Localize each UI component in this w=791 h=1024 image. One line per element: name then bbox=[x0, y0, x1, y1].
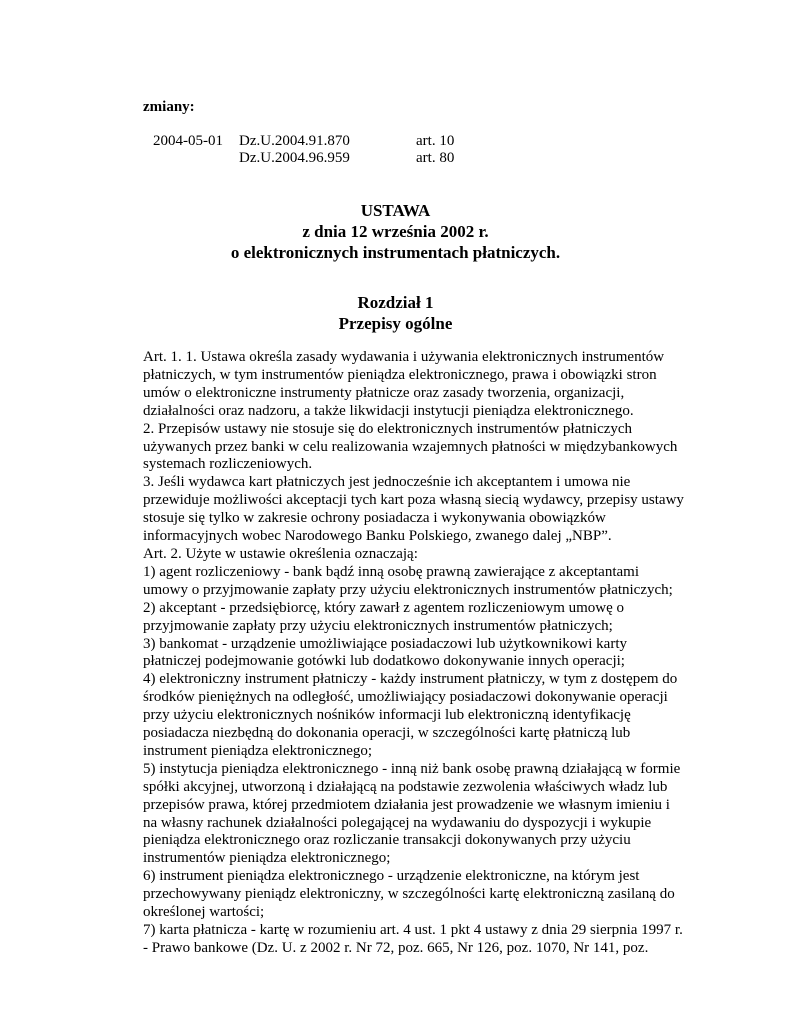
body-line: pieniądza elektronicznego oraz rozliczanie transakcji dokonywanych przy użyciu bbox=[143, 832, 631, 849]
body-line: umowy o przyjmowanie zapłaty przy użyciu elektronicznych instrumentów płatniczych; bbox=[143, 581, 673, 598]
body-line: 1) agent rozliczeniowy - bank bądź inną osobę prawną zawierające z akceptantami bbox=[143, 563, 640, 580]
body-line: spółki akcyjnej, utworzoną i działającą na podstawie zezwolenia właściwych władz lub bbox=[143, 778, 668, 795]
body-line: Art. 2. Użyte w ustawie określenia oznaczają: bbox=[143, 545, 418, 562]
body-line: 6) instrument pieniądza elektronicznego - urządzenie elektroniczne, na którym jest bbox=[143, 868, 640, 885]
chapter-title: Przepisy ogólne bbox=[338, 314, 453, 333]
body-line: używanych przez banki w celu realizowania wzajemnych płatności w międzybankowych bbox=[143, 438, 678, 455]
body-line: umów o elektroniczne instrumenty płatnicze oraz zasady tworzenia, organizacji, bbox=[143, 384, 625, 401]
body-line: 5) instytucja pieniądza elektronicznego - inną niż bank osobę prawną działającą w formie bbox=[143, 760, 681, 777]
body-line: przechowywany pieniądz elektroniczny, w szczególności kartę elektroniczną zasilaną do bbox=[143, 886, 675, 903]
body-line: środków pieniężnych na odległość, umożliwiający posiadaczowi dokonywanie operacji bbox=[143, 689, 668, 706]
body-line: 3) bankomat - urządzenie umożliwiające posiadaczowi lub użytkownikowi karty bbox=[143, 635, 627, 652]
chapter-number: Rozdział 1 bbox=[357, 293, 434, 312]
body-line: Art. 1. 1. Ustawa określa zasady wydawania i używania elektronicznych instrumentów bbox=[143, 349, 665, 365]
act-date: z dnia 12 września 2002 r. bbox=[302, 222, 489, 241]
body-line: posiadacza niezbędną do dokonania operacji, w szczególności kartę płatniczą lub bbox=[143, 725, 631, 742]
body-line: instrument pieniądza elektronicznego; bbox=[143, 742, 373, 759]
body-line: 3. Jeśli wydawca kart płatniczych jest jednocześnie ich akceptantem i umowa nie bbox=[143, 474, 631, 491]
body-line: stosuje się tylko w zakresie ochrony posiadacza i wykonywania obowiązków bbox=[143, 510, 606, 527]
amendment-ref: Dz.U.2004.91.870 bbox=[239, 133, 350, 149]
body-line: przewiduje możliwości akceptacji tych kart poza własną siecią wydawcy, przepisy ustawy bbox=[143, 492, 684, 509]
body-line: przepisów prawa, której przedmiotem działania jest prowadzenie we własnym imieniu i bbox=[143, 796, 670, 813]
body-line: instrumentów pieniądza elektronicznego; bbox=[143, 850, 391, 867]
amendment-art: art. 10 bbox=[416, 133, 455, 149]
body-line: informacyjnych wobec Narodowego Banku Polskiego, zwanego dalej „NBP”. bbox=[143, 528, 612, 545]
act-title: USTAWA bbox=[360, 201, 431, 220]
amendment-art: art. 80 bbox=[416, 150, 455, 166]
body-line: płatniczej podejmowanie gotówki lub dodatkowo dokonywanie innych operacji; bbox=[143, 653, 625, 670]
body-line: systemach rozliczeniowych. bbox=[143, 456, 313, 473]
body-line: określonej wartości; bbox=[143, 904, 265, 921]
body-line: - Prawo bankowe (Dz. U. z 2002 r. Nr 72, poz. 665, Nr 126, poz. 1070, Nr 141, poz. bbox=[143, 939, 649, 956]
act-subject: o elektronicznych instrumentach płatniczych. bbox=[230, 243, 561, 262]
amendment-date: 2004-05-01 bbox=[153, 133, 223, 149]
body-line: na własny rachunek działalności polegającej na wydawaniu do dyspozycji i wykupie bbox=[143, 814, 652, 831]
body-line: działalności oraz nadzoru, a także likwidacji instytucji pieniądza elektronicznego. bbox=[143, 402, 634, 419]
body-line: 2) akceptant - przedsiębiorcę, który zawarł z agentem rozliczeniowym umowę o bbox=[143, 599, 625, 616]
act-body bbox=[143, 349, 683, 958]
body-line: 2. Przepisów ustawy nie stosuje się do elektronicznych instrumentów płatniczych bbox=[143, 420, 633, 437]
amendments-label: zmiany: bbox=[143, 99, 195, 115]
body-line: 7) karta płatnicza - kartę w rozumieniu art. 4 ust. 1 pkt 4 ustawy z dnia 29 sierpnia 1997 r. bbox=[143, 922, 683, 938]
body-line: płatniczych, w tym instrumentów pieniądza elektronicznego, prawa i obowiązki stron bbox=[143, 366, 657, 383]
body-line: przyjmowanie zapłaty przy użyciu elektronicznych instrumentów płatniczych; bbox=[143, 617, 613, 634]
body-line: 4) elektroniczny instrument płatniczy - każdy instrument płatniczy, w tym z dostępem do bbox=[143, 671, 678, 688]
body-line: przy użyciu elektronicznych nośników informacji lub elektroniczną identyfikację bbox=[143, 707, 631, 724]
amendment-ref: Dz.U.2004.96.959 bbox=[239, 150, 350, 166]
